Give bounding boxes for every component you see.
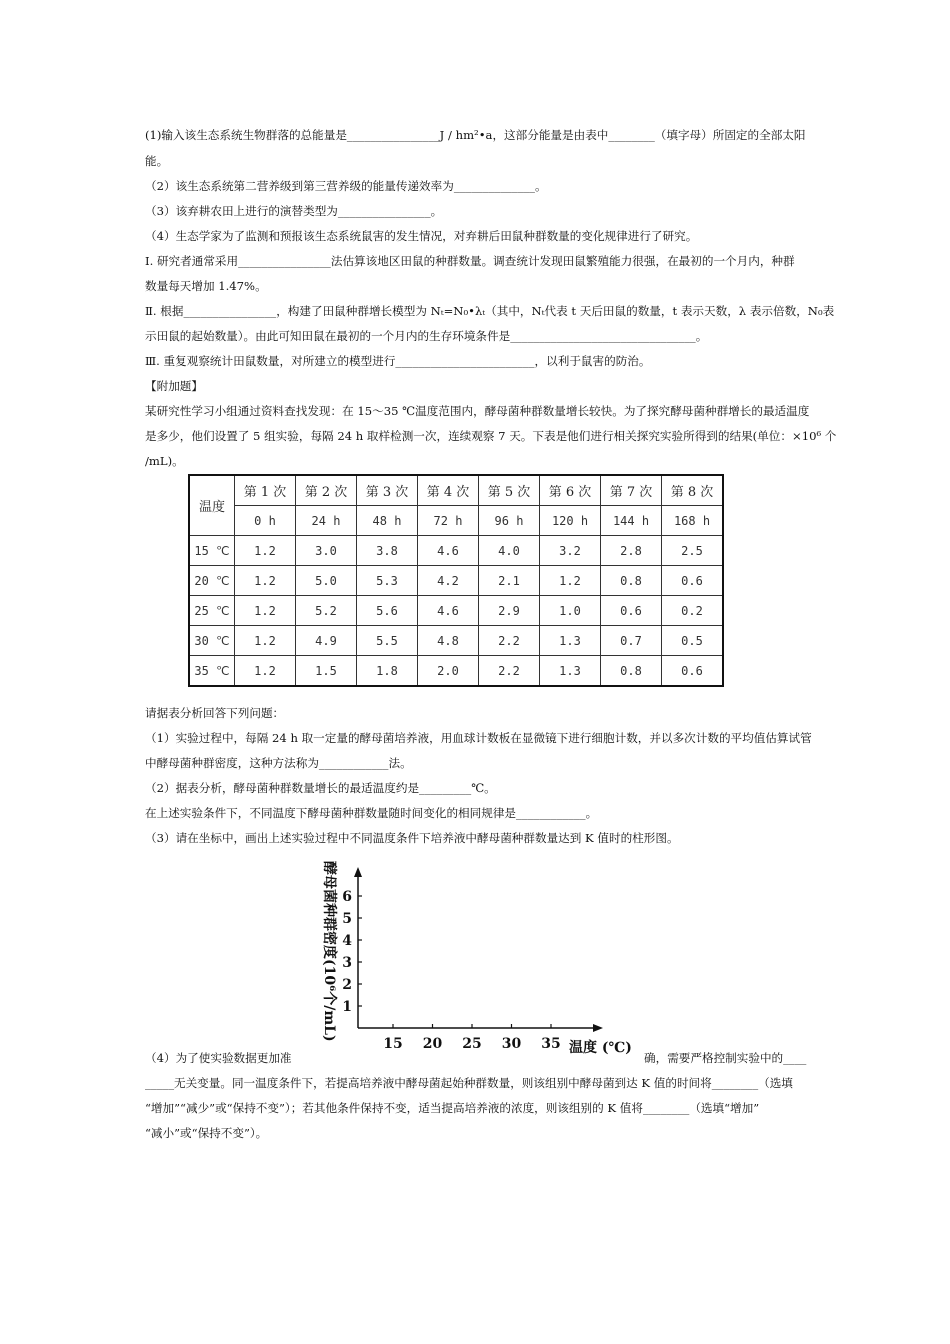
value-cell: 4.6: [418, 536, 479, 566]
value-cell: 5.5: [357, 626, 418, 656]
value-cell: 1.2: [235, 536, 296, 566]
value-cell: 2.5: [662, 536, 724, 566]
x-axis-label: 温度 (℃): [569, 1040, 632, 1056]
value-cell: 4.9: [296, 626, 357, 656]
bonus-q4-line-3: “增加”“减少”或“保持不变”）；若其他条件保持不变，适当提高培养液的浓度，则该组别的 K 值将________（选填“增加”: [145, 1101, 760, 1115]
y-tick-group: [342, 889, 362, 1015]
value-cell: 3.2: [540, 536, 601, 566]
bonus-q1-line-cont: 中酵母菌种群密度，这种方法称为____________法。: [145, 756, 412, 770]
time-cell: 24 h: [296, 506, 357, 536]
bonus-q1-line: （1）实验过程中，每隔 24 h 取一定量的酵母菌培养液，用血球计数板在显微镜下进行细胞计数，并以多次计数的平均值估算试管: [145, 731, 812, 745]
y-tick-label: 2: [342, 977, 352, 993]
value-cell: 0.7: [601, 626, 662, 656]
temperature-header: 温度: [189, 475, 235, 536]
x-axis-arrow: [593, 1024, 603, 1032]
sample-header: 第 7 次: [601, 475, 662, 506]
x-tick-label: 30: [501, 1036, 522, 1052]
bonus-q2-line-cont: 在上述实验条件下，不同温度下酵母菌种群数量随时间变化的相同规律是____________。: [145, 806, 598, 820]
yeast-density-table: [188, 474, 724, 687]
value-cell: 5.6: [357, 596, 418, 626]
sample-header: 第 3 次: [357, 475, 418, 506]
bonus-heading: 【附加题】: [145, 379, 203, 393]
y-tick-label: 5: [342, 911, 352, 927]
y-tick-label: 1: [342, 999, 352, 1015]
time-cell: 96 h: [479, 506, 540, 536]
value-cell: 1.8: [357, 656, 418, 687]
temperature-cell: 25 ℃: [189, 596, 235, 626]
temperature-cell: 20 ℃: [189, 566, 235, 596]
question-4-line: （4）生态学家为了监测和预报该生态系统鼠害的发生情况，对弃耕后田鼠种群数量的变化规律进行了研究。: [145, 229, 698, 243]
time-cell: 72 h: [418, 506, 479, 536]
value-cell: 1.2: [235, 566, 296, 596]
value-cell: 0.6: [662, 566, 724, 596]
value-cell: 0.6: [601, 596, 662, 626]
bonus-intro-line-2: 是多少，他们设置了 5 组实验，每隔 24 h 取样检测一次，连续观察 7 天。下表是他们进行相关探究实验所得到的结果(单位：×10⁶ 个: [145, 429, 837, 443]
sample-header: 第 1 次: [235, 475, 296, 506]
temperature-cell: 35 ℃: [189, 656, 235, 687]
value-cell: 1.5: [296, 656, 357, 687]
value-cell: 0.8: [601, 566, 662, 596]
table-row: [189, 626, 723, 656]
value-cell: 0.6: [662, 656, 724, 687]
value-cell: 3.8: [357, 536, 418, 566]
value-cell: 4.2: [418, 566, 479, 596]
bonus-q4-line-4: “减小”或“保持不变”）。: [145, 1126, 268, 1140]
x-tick-label: 20: [422, 1036, 443, 1052]
analysis-prompt: 请据表分析回答下列问题：: [145, 706, 285, 720]
bonus-intro-line-3: /mL)。: [145, 454, 184, 468]
table-row: [189, 656, 723, 687]
sample-header: 第 5 次: [479, 475, 540, 506]
time-cell: 0 h: [235, 506, 296, 536]
question-3-line: （3）该弃耕农田上进行的演替类型为________________。: [145, 204, 443, 218]
sample-header: 第 8 次: [662, 475, 724, 506]
table-header-row: [189, 475, 723, 506]
value-cell: 5.3: [357, 566, 418, 596]
temperature-cell: 15 ℃: [189, 536, 235, 566]
value-cell: 4.0: [479, 536, 540, 566]
y-tick-label: 3: [342, 955, 352, 971]
y-tick-label: 6: [342, 889, 352, 905]
table-row: [189, 536, 723, 566]
value-cell: 1.2: [235, 626, 296, 656]
time-cell: 168 h: [662, 506, 724, 536]
value-cell: 1.3: [540, 626, 601, 656]
y-axis-arrow: [354, 867, 362, 877]
value-cell: 4.8: [418, 626, 479, 656]
value-cell: 2.9: [479, 596, 540, 626]
value-cell: 1.2: [235, 656, 296, 687]
value-cell: 5.0: [296, 566, 357, 596]
bonus-q2-line: （2）据表分析，酵母菌种群数量增长的最适温度约是_________℃。: [145, 781, 496, 795]
value-cell: 0.8: [601, 656, 662, 687]
table-time-row: [189, 506, 723, 536]
y-axis-label: 酵母菌种群密度(10⁶个/mL): [321, 861, 337, 1042]
value-cell: 2.8: [601, 536, 662, 566]
temperature-cell: 30 ℃: [189, 626, 235, 656]
table-row: [189, 566, 723, 596]
value-cell: 2.2: [479, 656, 540, 687]
question-4-ii-line: Ⅱ. 根据________________，构建了田鼠种群增长模型为 Nₜ=N₀•λₜ（其中，Nₜ代表 t 天后田鼠的数量，t 表示天数，λ 表示倍数，N₀表: [145, 304, 835, 318]
value-cell: 2.0: [418, 656, 479, 687]
x-tick-label: 25: [462, 1036, 482, 1052]
value-cell: 0.2: [662, 596, 724, 626]
value-cell: 1.3: [540, 656, 601, 687]
question-4-ii-line-cont: 示田鼠的起始数量）。由此可知田鼠在最初的一个月内的生存环境条件是________________________________。: [145, 329, 708, 343]
bonus-intro-line-1: 某研究性学习小组通过资料查找发现：在 15～35 ℃温度范围内，酵母菌种群数量增长较快。为了探究酵母菌种群增长的最适温度: [145, 404, 810, 418]
question-4-i-line: I. 研究者通常采用________________法估算该地区田鼠的种群数量。调查统计发现田鼠繁殖能力很强，在最初的一个月内，种群: [145, 254, 795, 268]
value-cell: 2.1: [479, 566, 540, 596]
sample-header: 第 2 次: [296, 475, 357, 506]
value-cell: 2.2: [479, 626, 540, 656]
blank-bar-chart-axes: [315, 855, 645, 1060]
value-cell: 1.2: [235, 596, 296, 626]
value-cell: 4.6: [418, 596, 479, 626]
value-cell: 3.0: [296, 536, 357, 566]
question-4-iii-line: Ⅲ. 重复观察统计田鼠数量，对所建立的模型进行________________________，以利于鼠害的防治。: [145, 354, 651, 368]
question-1-line: (1)输入该生态系统生物群落的总能量是________________J / hm²•a，这部分能量是由表中________（填字母）所固定的全部太阳: [145, 128, 806, 142]
sample-header: 第 4 次: [418, 475, 479, 506]
bonus-q4-line-left: （4）为了使实验数据更加准: [145, 1051, 292, 1065]
y-tick-label: 4: [342, 933, 352, 949]
time-cell: 48 h: [357, 506, 418, 536]
time-cell: 144 h: [601, 506, 662, 536]
x-tick-label: 15: [383, 1036, 403, 1052]
value-cell: 0.5: [662, 626, 724, 656]
table-row: [189, 596, 723, 626]
x-tick-label: 35: [541, 1036, 561, 1052]
value-cell: 5.2: [296, 596, 357, 626]
question-4-i-line-cont: 数量每天增加 1.47%。: [145, 279, 267, 293]
value-cell: 1.2: [540, 566, 601, 596]
question-1-line-cont: 能。: [145, 154, 169, 168]
bonus-q3-line: （3）请在坐标中，画出上述实验过程中不同温度条件下培养液中酵母菌种群数量达到 K 值时的柱形图。: [145, 831, 679, 845]
question-2-line: （2）该生态系统第二营养级到第三营养级的能量传递效率为______________。: [145, 179, 547, 193]
bonus-q4-line-right: 确，需要严格控制实验中的____: [644, 1051, 807, 1065]
bonus-q4-line-2: _____无关变量。同一温度条件下，若提高培养液中酵母菌起始种群数量，则该组别中酵母菌到达 K 值的时间将________（选填: [145, 1076, 793, 1090]
time-cell: 120 h: [540, 506, 601, 536]
sample-header: 第 6 次: [540, 475, 601, 506]
value-cell: 1.0: [540, 596, 601, 626]
